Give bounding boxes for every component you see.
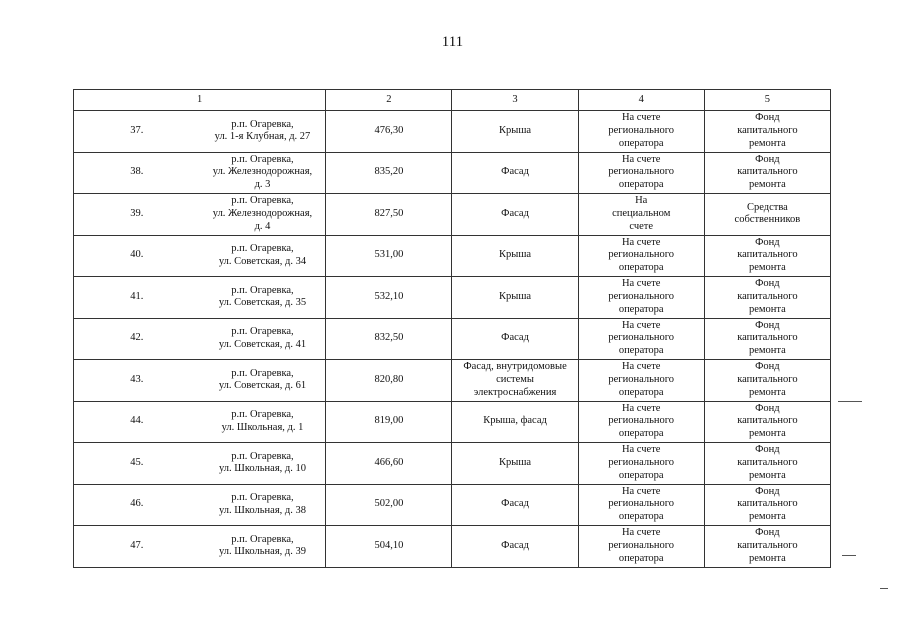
fund-line: капитального <box>737 498 798 510</box>
address-cell <box>200 484 326 526</box>
row-number: 40. <box>74 235 200 277</box>
account-line: оператора <box>618 552 664 564</box>
table-row <box>74 318 831 360</box>
fund-line: капитального <box>737 290 798 302</box>
account-line: регионального <box>608 332 675 344</box>
fund-line: Фонд <box>755 444 780 456</box>
table-row <box>74 235 831 277</box>
address-line-3: д. 3 <box>254 179 271 191</box>
address-line-1: р.п. Огаревка, <box>231 118 294 130</box>
account-line: На счете <box>621 361 661 373</box>
address-line-1: р.п. Огаревка, <box>231 326 294 338</box>
fund-source-cell <box>704 111 830 153</box>
header-col-1: 1 <box>74 90 326 111</box>
area-cell: 827,50 <box>326 194 452 236</box>
fund-line: ремонта <box>748 428 786 440</box>
fund-line: собственников <box>734 214 801 226</box>
account-line: регионального <box>608 456 675 468</box>
address-line-2: ул. 1-я Клубная, д. 27 <box>214 131 311 143</box>
fund-line: Фонд <box>755 112 780 124</box>
address-line-2: ул. Школьная, д. 39 <box>218 546 306 558</box>
address-line-2: ул. Железнодорожная, <box>212 166 313 178</box>
address-line-3: д. 4 <box>254 220 271 232</box>
fund-line: капитального <box>737 373 798 385</box>
work-type-cell: Крыша <box>452 443 578 485</box>
header-col-5: 5 <box>704 90 830 111</box>
fund-line: капитального <box>737 166 798 178</box>
address-cell <box>200 235 326 277</box>
address-line-2: ул. Советская, д. 41 <box>218 338 307 350</box>
fund-line: ремонта <box>748 137 786 149</box>
fund-line: Фонд <box>755 278 780 290</box>
fund-line: Фонд <box>755 236 780 248</box>
address-line-2: ул. Железнодорожная, <box>212 207 313 219</box>
fund-source-cell <box>704 277 830 319</box>
fund-line: ремонта <box>748 303 786 315</box>
row-number: 47. <box>74 526 200 568</box>
work-type-cell: Крыша, фасад <box>452 401 578 443</box>
account-line: оператора <box>618 469 664 481</box>
table-row <box>74 443 831 485</box>
repair-register-table <box>73 89 831 568</box>
page-number: 111 <box>441 34 464 50</box>
address-cell <box>200 194 326 236</box>
area-cell: 476,30 <box>326 111 452 153</box>
area-cell: 531,00 <box>326 235 452 277</box>
account-line: регионального <box>608 539 675 551</box>
account-line: регионального <box>608 124 675 136</box>
address-cell <box>200 360 326 402</box>
fund-line: Фонд <box>755 153 780 165</box>
account-line: На счете <box>621 527 661 539</box>
account-line: специальном <box>612 207 671 219</box>
address-line-1: р.п. Огаревка, <box>231 367 294 379</box>
account-line: оператора <box>618 179 664 191</box>
account-line: оператора <box>618 137 664 149</box>
table-row <box>74 152 831 194</box>
fund-source-cell <box>704 318 830 360</box>
row-number: 37. <box>74 111 200 153</box>
address-line-1: р.п. Огаревка, <box>231 153 294 165</box>
account-cell <box>578 318 704 360</box>
row-number: 42. <box>74 318 200 360</box>
account-line: На счете <box>621 402 661 414</box>
area-cell: 532,10 <box>326 277 452 319</box>
account-line: оператора <box>618 303 664 315</box>
table-row <box>74 194 831 236</box>
fund-source-cell <box>704 194 830 236</box>
account-line: регионального <box>608 373 675 385</box>
scan-artifact <box>838 401 862 402</box>
address-cell <box>200 443 326 485</box>
table-row <box>74 277 831 319</box>
row-number: 38. <box>74 152 200 194</box>
work-type-cell: Фасад <box>452 526 578 568</box>
work-type-cell: Крыша <box>452 277 578 319</box>
account-line: счете <box>629 220 654 232</box>
account-cell <box>578 526 704 568</box>
account-line: оператора <box>618 345 664 357</box>
address-cell <box>200 526 326 568</box>
header-col-2: 2 <box>326 90 452 111</box>
address-cell <box>200 318 326 360</box>
address-line-1: р.п. Огаревка, <box>231 409 294 421</box>
address-line-2: ул. Школьная, д. 38 <box>218 504 306 516</box>
table-row <box>74 111 831 153</box>
account-cell <box>578 484 704 526</box>
account-line: регионального <box>608 415 675 427</box>
work-type-cell: Фасад <box>452 318 578 360</box>
fund-line: капитального <box>737 249 798 261</box>
table-row <box>74 360 831 402</box>
table-header <box>74 90 831 111</box>
account-line: оператора <box>618 428 664 440</box>
account-line: На счете <box>621 319 661 331</box>
account-line: На счете <box>621 112 661 124</box>
account-line: регионального <box>608 249 675 261</box>
address-cell <box>200 401 326 443</box>
fund-line: ремонта <box>748 469 786 481</box>
fund-line: Фонд <box>755 361 780 373</box>
fund-line: капитального <box>737 456 798 468</box>
area-cell: 820,80 <box>326 360 452 402</box>
fund-line: Фонд <box>755 485 780 497</box>
table-row <box>74 526 831 568</box>
account-cell <box>578 443 704 485</box>
account-cell <box>578 401 704 443</box>
row-number: 43. <box>74 360 200 402</box>
fund-line: ремонта <box>748 386 786 398</box>
address-line-1: р.п. Огаревка, <box>231 492 294 504</box>
address-cell <box>200 152 326 194</box>
area-cell: 835,20 <box>326 152 452 194</box>
account-cell <box>578 360 704 402</box>
row-number: 45. <box>74 443 200 485</box>
scan-artifact <box>842 555 856 556</box>
account-cell <box>578 111 704 153</box>
address-line-1: р.п. Огаревка, <box>231 533 294 545</box>
account-line: регионального <box>608 290 675 302</box>
fund-line: Фонд <box>755 402 780 414</box>
account-line: оператора <box>618 262 664 274</box>
header-col-3: 3 <box>452 90 578 111</box>
fund-line: ремонта <box>748 552 786 564</box>
account-line: регионального <box>608 166 675 178</box>
fund-line: ремонта <box>748 511 786 523</box>
account-line: оператора <box>618 511 664 523</box>
fund-line: капитального <box>737 332 798 344</box>
fund-line: ремонта <box>748 262 786 274</box>
address-cell <box>200 111 326 153</box>
fund-source-cell <box>704 526 830 568</box>
area-cell: 466,60 <box>326 443 452 485</box>
fund-line: Фонд <box>755 319 780 331</box>
fund-line: капитального <box>737 415 798 427</box>
fund-line: Средства <box>746 201 788 213</box>
fund-source-cell <box>704 401 830 443</box>
area-cell: 504,10 <box>326 526 452 568</box>
fund-line: Фонд <box>755 527 780 539</box>
account-line: На <box>635 195 648 207</box>
fund-line: ремонта <box>748 179 786 191</box>
header-row <box>74 90 831 111</box>
address-line-1: р.п. Огаревка, <box>231 195 294 207</box>
fund-line: ремонта <box>748 345 786 357</box>
area-cell: 819,00 <box>326 401 452 443</box>
account-cell <box>578 235 704 277</box>
work-type-cell: Крыша <box>452 235 578 277</box>
address-line-2: ул. Советская, д. 61 <box>218 380 307 392</box>
account-line: На счете <box>621 236 661 248</box>
address-cell <box>200 277 326 319</box>
address-line-2: ул. Школьная, д. 10 <box>218 463 306 475</box>
fund-line: капитального <box>737 539 798 551</box>
account-line: На счете <box>621 278 661 290</box>
fund-line: капитального <box>737 124 798 136</box>
row-number: 44. <box>74 401 200 443</box>
account-line: На счете <box>621 153 661 165</box>
address-line-2: ул. Советская, д. 35 <box>218 297 307 309</box>
account-cell <box>578 194 704 236</box>
row-number: 39. <box>74 194 200 236</box>
address-line-2: ул. Советская, д. 34 <box>218 255 307 267</box>
area-cell: 832,50 <box>326 318 452 360</box>
table-row <box>74 401 831 443</box>
fund-source-cell <box>704 360 830 402</box>
work-type-cell: Крыша <box>452 111 578 153</box>
area-cell: 502,00 <box>326 484 452 526</box>
account-cell <box>578 152 704 194</box>
fund-source-cell <box>704 152 830 194</box>
fund-source-cell <box>704 484 830 526</box>
fund-source-cell <box>704 235 830 277</box>
work-type-cell: Фасад <box>452 152 578 194</box>
scan-artifact <box>880 588 888 589</box>
row-number: 46. <box>74 484 200 526</box>
address-line-1: р.п. Огаревка, <box>231 450 294 462</box>
account-line: оператора <box>618 386 664 398</box>
table-body <box>74 111 831 568</box>
work-type-cell: Фасад <box>452 194 578 236</box>
account-line: На счете <box>621 444 661 456</box>
work-type-cell: Фасад <box>452 484 578 526</box>
work-type-cell: Фасад, внутридомовые системы электроснабжения <box>452 360 578 402</box>
row-number: 41. <box>74 277 200 319</box>
account-line: регионального <box>608 498 675 510</box>
fund-source-cell <box>704 443 830 485</box>
address-line-2: ул. Школьная, д. 1 <box>221 421 304 433</box>
address-line-1: р.п. Огаревка, <box>231 284 294 296</box>
address-line-1: р.п. Огаревка, <box>231 243 294 255</box>
table-row <box>74 484 831 526</box>
account-line: На счете <box>621 485 661 497</box>
account-cell <box>578 277 704 319</box>
header-col-4: 4 <box>578 90 704 111</box>
